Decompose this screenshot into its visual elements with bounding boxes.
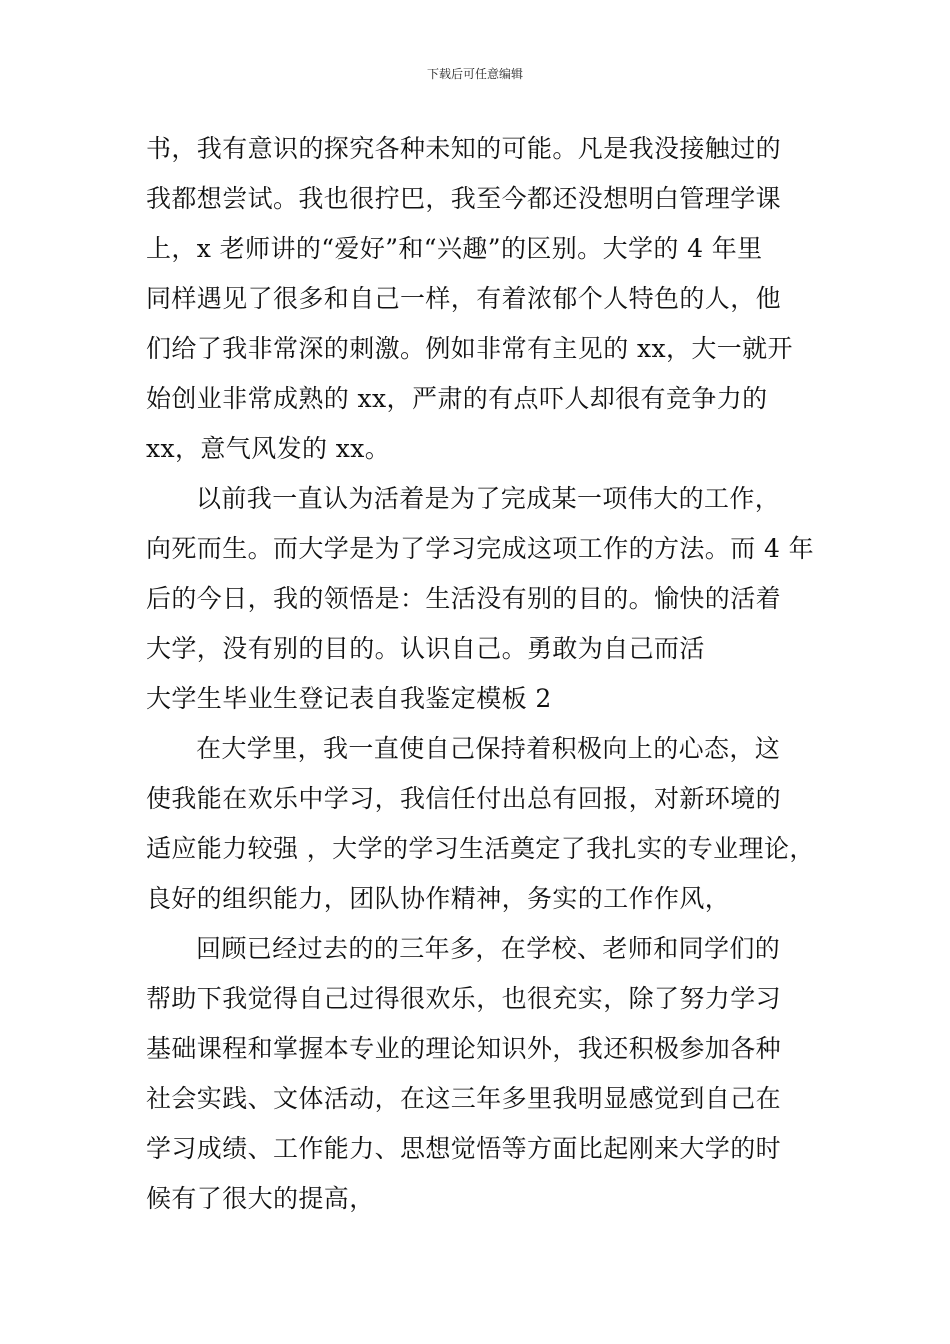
paragraph-line: 候有了很大的提高， xyxy=(146,1184,375,1213)
paragraph-line: 同样遇见了很多和自己一样，有着浓郁个人特色的人，他 xyxy=(146,284,782,313)
paragraph-line: 向死而生。而大学是为了学习完成这项工作的方法。而 4 年 xyxy=(146,534,815,563)
paragraph-line: 始创业非常成熟的 xx，严肃的有点吓人却很有竞争力的 xyxy=(146,384,768,413)
paragraph-line: 学习成绩、工作能力、思想觉悟等方面比起刚来大学的时 xyxy=(146,1134,782,1163)
section-title: 大学生毕业生登记表自我鉴定模板 2 xyxy=(146,684,552,713)
paragraph-line: 社会实践、文体活动，在这三年多里我明显感觉到自己在 xyxy=(146,1084,782,1113)
paragraph-line: 回顾已经过去的的三年多，在学校、老师和同学们的 xyxy=(196,934,781,963)
page-header: 下载后可任意编辑 xyxy=(426,67,523,81)
paragraph-line: 们给了我非常深的刺激。例如非常有主见的 xx，大一就开 xyxy=(146,334,793,363)
paragraph-line: 书，我有意识的探究各种未知的可能。凡是我没接触过的 xyxy=(146,134,782,163)
paragraph-line: 我都想尝试。我也很拧巴，我至今都还没想明白管理学课 xyxy=(146,184,782,213)
paragraph-line: 以前我一直认为活着是为了完成某一项伟大的工作， xyxy=(196,484,781,513)
paragraph-line: 良好的组织能力，团队协作精神，务实的工作作风， xyxy=(146,884,731,913)
paragraph-line: 帮助下我觉得自己过得很欢乐，也很充实，除了努力学习 xyxy=(146,984,782,1013)
paragraph-line: 后的今日，我的领悟是：生活没有别的目的。愉快的活着 xyxy=(146,584,782,613)
paragraph-line: 大学，没有别的目的。认识自己。勇敢为自己而活 xyxy=(146,634,705,663)
paragraph-line: 在大学里，我一直使自己保持着积极向上的心态，这 xyxy=(196,734,781,763)
paragraph-line: xx，意气风发的 xx。 xyxy=(146,434,391,463)
paragraph-line: 适应能力较强 ，大学的学习生活奠定了我扎实的专业理论， xyxy=(146,834,815,863)
paragraph-line: 基础课程和掌握本专业的理论知识外，我还积极参加各种 xyxy=(146,1034,782,1063)
paragraph-line: 使我能在欢乐中学习，我信任付出总有回报，对新环境的 xyxy=(146,784,782,813)
paragraph-line: 上，x 老师讲的“爱好”和“兴趣”的区别。大学的 4 年里 xyxy=(146,234,763,263)
